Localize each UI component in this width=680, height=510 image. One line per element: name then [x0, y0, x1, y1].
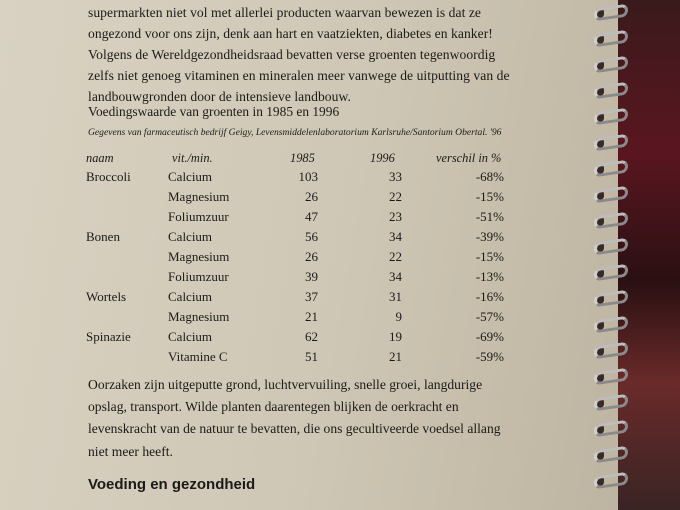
cell-1996: 33	[389, 169, 402, 184]
cell-1996: 34	[389, 229, 402, 244]
cell-vit: Calcium	[168, 229, 213, 244]
cell-vit: Calcium	[168, 289, 213, 304]
text-line: landbouwgronden door de intensieve landbouw.	[88, 89, 351, 104]
header-naam: naam	[86, 151, 114, 165]
cell-verschil: -39%	[475, 229, 504, 244]
cell-1985: 47	[305, 209, 318, 224]
cell-naam: Wortels	[86, 289, 127, 304]
section-heading: Voeding en gezondheid	[88, 476, 256, 493]
cell-1996: 22	[389, 249, 402, 264]
cell-vit: Vitamine C	[168, 349, 228, 364]
header-verschil: verschil in %	[436, 151, 502, 165]
cell-verschil: -16%	[475, 289, 504, 304]
cell-verschil: -13%	[475, 269, 504, 284]
cell-1985: 39	[305, 269, 318, 284]
table-title: Voedingswaarde van groenten in 1985 en 1996	[88, 104, 340, 119]
cell-1985: 56	[305, 229, 318, 244]
table-row	[0, 229, 618, 249]
cell-1996: 34	[389, 269, 402, 284]
text-line: niet meer heeft.	[88, 443, 173, 459]
table-row	[0, 269, 618, 289]
table-row	[0, 249, 618, 269]
cell-verschil: -15%	[475, 189, 504, 204]
cell-1996: 21	[389, 349, 402, 364]
cell-vit: Magnesium	[168, 309, 230, 324]
cell-1985: 103	[298, 169, 318, 184]
cell-vit: Foliumzuur	[168, 269, 229, 284]
header-1996: 1996	[370, 151, 395, 165]
cell-verschil: -69%	[475, 329, 504, 344]
text-line: Volgens de Wereldgezondheidsraad bevatten verse groenten tegenwoordig	[88, 47, 496, 62]
cell-vit: Magnesium	[168, 189, 230, 204]
table-row	[0, 289, 618, 309]
cell-verschil: -51%	[475, 209, 504, 224]
cell-1996: 31	[389, 289, 402, 304]
cell-verschil: -57%	[475, 309, 504, 324]
text-line: Oorzaken zijn uitgeputte grond, luchtvervuiling, snelle groei, langdurige	[88, 377, 483, 392]
cell-1996: 22	[389, 189, 402, 204]
cell-1996: 19	[389, 329, 402, 344]
cell-verschil: -15%	[475, 249, 504, 264]
table-row	[0, 349, 618, 369]
table-source: Gegevens van farmaceutisch bedrijf Geigy, Levensmiddelenlaboratorium Karlsruhe/Santorium Obertal. '96	[88, 127, 502, 138]
table-row	[0, 189, 618, 209]
table-row	[0, 309, 618, 329]
cell-1985: 21	[305, 309, 318, 324]
header-1985: 1985	[290, 151, 315, 165]
outro-paragraph	[88, 374, 608, 463]
text-line: supermarkten niet vol met allerlei producten waarvan bewezen is dat ze	[88, 5, 482, 20]
cell-naam: Broccoli	[86, 169, 131, 184]
text-line: zelfs niet genoeg vitaminen en mineralen meer vanwege de uitputting van de	[88, 68, 510, 83]
cell-vit: Calcium	[168, 329, 213, 344]
table-row	[0, 169, 618, 189]
header-vit: vit./min.	[172, 151, 213, 165]
cell-vit: Magnesium	[168, 249, 230, 264]
cell-1985: 26	[305, 249, 318, 264]
cell-verschil: -68%	[475, 169, 504, 184]
table-row	[0, 329, 618, 349]
table-row	[0, 209, 618, 229]
cell-verschil: -59%	[475, 349, 504, 364]
text-line: ongezond voor ons zijn, denk aan hart en vaatziekten, diabetes en kanker!	[88, 26, 493, 41]
cell-1996: 23	[389, 209, 402, 224]
text-line: opslag, transport. Wilde planten daarentegen blijken de oerkracht en	[88, 399, 459, 415]
text-line: levenskracht van de natuur te bevatten, die ons gecultiveerde voedsel allang	[88, 421, 501, 437]
cell-vit: Calcium	[168, 169, 213, 184]
cell-naam: Bonen	[86, 229, 120, 244]
cell-naam: Spinazie	[86, 329, 131, 344]
cell-1985: 51	[305, 349, 318, 364]
cell-1985: 62	[305, 329, 318, 344]
intro-paragraph	[88, 2, 608, 107]
cell-vit: Foliumzuur	[168, 209, 229, 224]
cell-1985: 37	[305, 289, 318, 304]
cell-1985: 26	[305, 189, 318, 204]
cell-1996: 9	[395, 309, 402, 324]
